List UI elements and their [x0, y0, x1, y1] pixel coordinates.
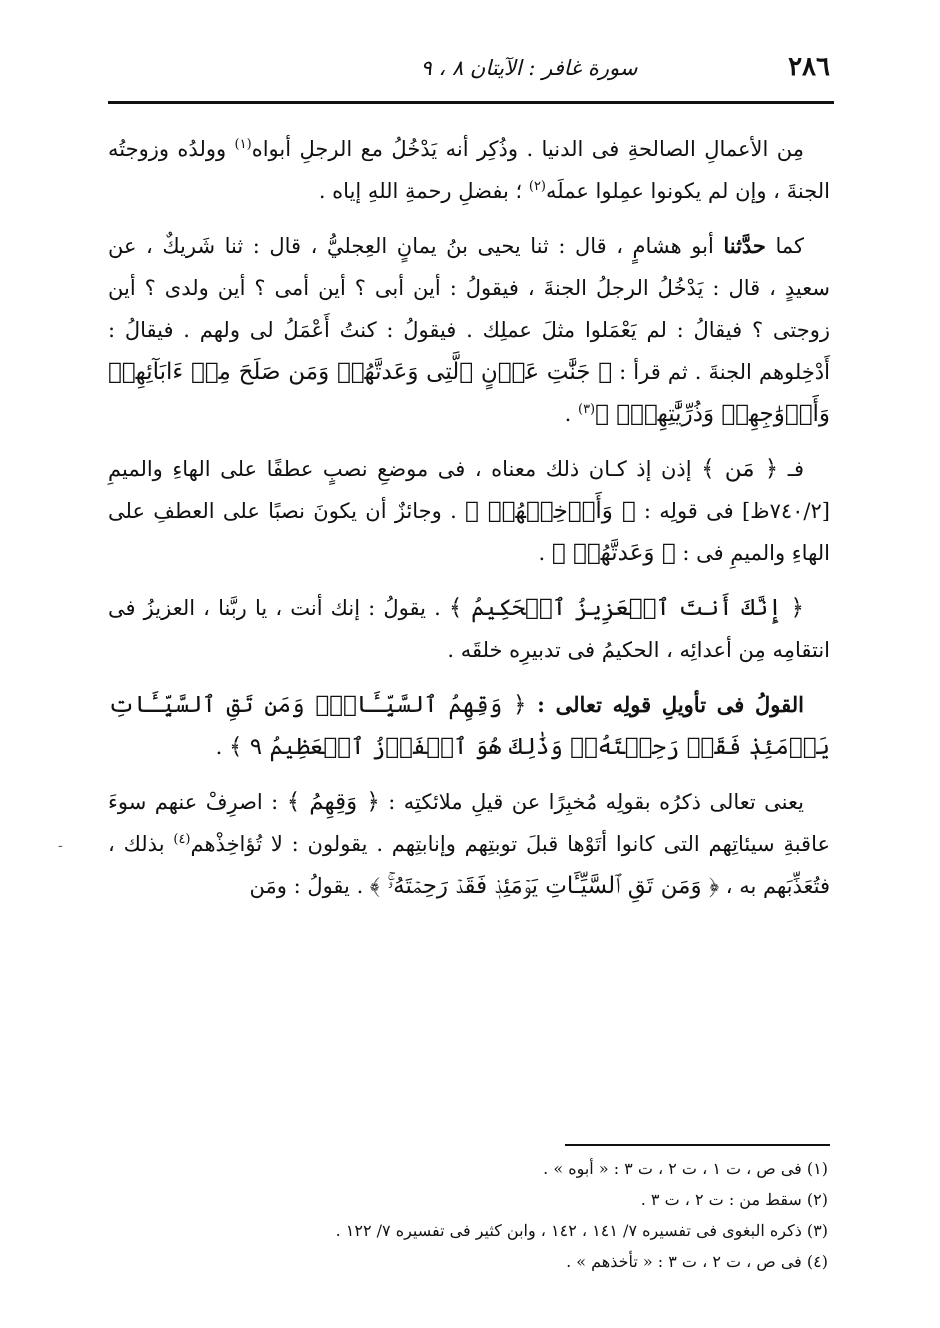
footnotes: [108, 1153, 828, 1277]
paragraph-text: مِن الأعمالِ الصالحةِ فى الدنيا . وذُكِر أنه يَدْخُلُ مع الرجلِ أبواه: [251, 137, 804, 161]
paragraph-2: [108, 225, 830, 435]
footnote-ref-2: (٢): [528, 179, 546, 194]
paragraph-text: .: [564, 402, 578, 426]
footnote-ref-1: (١): [234, 137, 252, 152]
quran-verse: ﴿ وَقِهِمُ ٱلسَّيِّـَٔاتِۚ وَمَن تَقِ ٱلسَّيِّـَٔاتِ يَوۡمَئِذٖ فَقَدۡ رَحِمۡتَهُۥۚ وَذَٰلِكَ هُوَ ٱلۡفَوۡزُ ٱلۡعَظِيمُ ٩ ﴾: [108, 692, 830, 760]
paragraph-text: . وجائزٌ أن يكونَ نصبًا على العطفِ على الهاءِ والميمِ فى :: [108, 499, 830, 565]
footnote-ref-4: (٤): [173, 832, 191, 847]
header-rule: [108, 101, 834, 104]
paragraph-text: . يقولُ : إنك أنت ، يا ربَّنا ، العزيزُ فى انتقامِه مِن أعدائِه ، الحكيمُ فى تدبيرِه خلقَه .: [108, 596, 830, 662]
paragraph-4: [108, 587, 830, 671]
heading-text: القولُ فى تأويلِ قولِه تعالى :: [526, 692, 804, 717]
quran-word: ﴿ وَأَدۡخِلۡهُمۡ ﴾: [465, 498, 636, 524]
paragraph-text: أبو هشامٍ ، قال : ثنا يحيى بنُ يمانٍ العِجليُّ ، قال : ثنا شَريكٌ ، عن سعيدٍ ، قال : يَدْخُلُ الرجلُ الجنةَ ، فيقولُ : أين أبى ؟ أين أمى ؟ أين ولدى ؟ أين زوجتى ؟ فيقالُ : لم يَعْمَلوا مثلَ عملِك . فيقولُ : كنتُ أَعْمَلُ لى ولهم . فيقالُ : أَدْخِلوهم الجنةَ . ثم قرأ :: [108, 234, 830, 384]
quran-verse: ﴿ إِنَّكَ أَنتَ ٱلۡعَزِيزُ ٱلۡحَكِيمُ ﴾: [448, 595, 805, 621]
quran-verse: ﴿ وَمَن تَقِ ٱلسَّيِّـَٔاتِ يَوۡمَئِذٖ فَقَدۡ رَحِمۡتَهُۥۚ ﴾: [369, 873, 720, 899]
paragraph-text: .: [538, 541, 552, 565]
paragraph-text: . يقولُ : ومَن: [249, 874, 370, 898]
main-text: [108, 128, 830, 907]
page-number: ٢٨٦: [788, 52, 830, 82]
quran-word: ﴿ وَقِهِمُ ﴾: [286, 789, 380, 815]
footnote-1: (١) فى ص ، ت ١ ، ت ٢ ، ت ٣ : « أبوه » .: [543, 1159, 828, 1178]
paragraph-text: يعنى تعالى ذكرُه بقولِه مُخبِرًا عن قيلِ ملائكتِه :: [379, 790, 804, 814]
footnote-4: (٤) فى ص ، ت ٢ ، ت ٣ : « تأخذهم » .: [566, 1252, 828, 1271]
paragraph-text: بذلك ، فتُعَذِّبَهم به ،: [108, 832, 830, 898]
paragraph-text: وولدُه وزوجتُه الجنةَ ، وإن لم يكونوا عمِلوا عملَه: [108, 137, 830, 203]
hadith-keyword: حدَّثنا: [723, 233, 766, 258]
paragraph-3: [108, 448, 830, 574]
paragraph-text: ؛ بفضلِ رحمةِ اللهِ إياه .: [318, 179, 529, 203]
paragraph-text: كما: [765, 234, 804, 258]
margin-mark: -: [58, 838, 63, 854]
section-heading: [108, 684, 830, 768]
quran-word: ﴿ مَن ﴾: [701, 456, 779, 482]
paragraph-6: [108, 781, 830, 907]
paragraph-text: إذن إذ كـان ذلك معناه ، فى موضعِ نصبٍ عطفًا على الهاءِ والميمِ [٧٤٠/٢ظ] فى قولِه :: [108, 457, 830, 523]
paragraph-text: : اصرِفْ عنهم سوءَ عاقبةِ سيئاتِهم التى كانوا أتَوْها قبلَ توبتِهم وإنابتِهم . يقولون : لا تُؤاخِذْهم: [108, 790, 831, 856]
paragraph-1: [108, 128, 830, 212]
running-title: سورة غافر : الآيتان ٨ ، ٩: [420, 56, 638, 80]
paragraph-text: فـ: [778, 457, 804, 481]
footnote-3: (٣) ذكره البغوى فى تفسيره ٧/ ١٤١ ، ١٤٢ ، وابن كثير فى تفسيره ٧/ ١٢٢ .: [335, 1221, 828, 1240]
footnote-2: (٢) سقط من : ت ٢ ، ت ٣ .: [640, 1190, 828, 1209]
page-header: [108, 52, 830, 98]
quran-verse: ﴿ جَنَّٰتِ عَدۡنٍ ٱلَّتِى وَعَدتَّهُمۡ وَمَن صَلَحَ مِنۡ ءَابَآئِهِمۡ وَأَزۡوَٰجِهِمۡ وَذُرِّيَّٰتِهِمۡۚ ﴾: [108, 359, 830, 427]
quran-word: ﴿ وَعَدتَّهُمۡ ﴾: [551, 540, 676, 566]
footnote-ref-3: (٣): [577, 402, 596, 417]
paragraph-text: .: [215, 735, 229, 759]
footnote-rule: [565, 1144, 830, 1146]
